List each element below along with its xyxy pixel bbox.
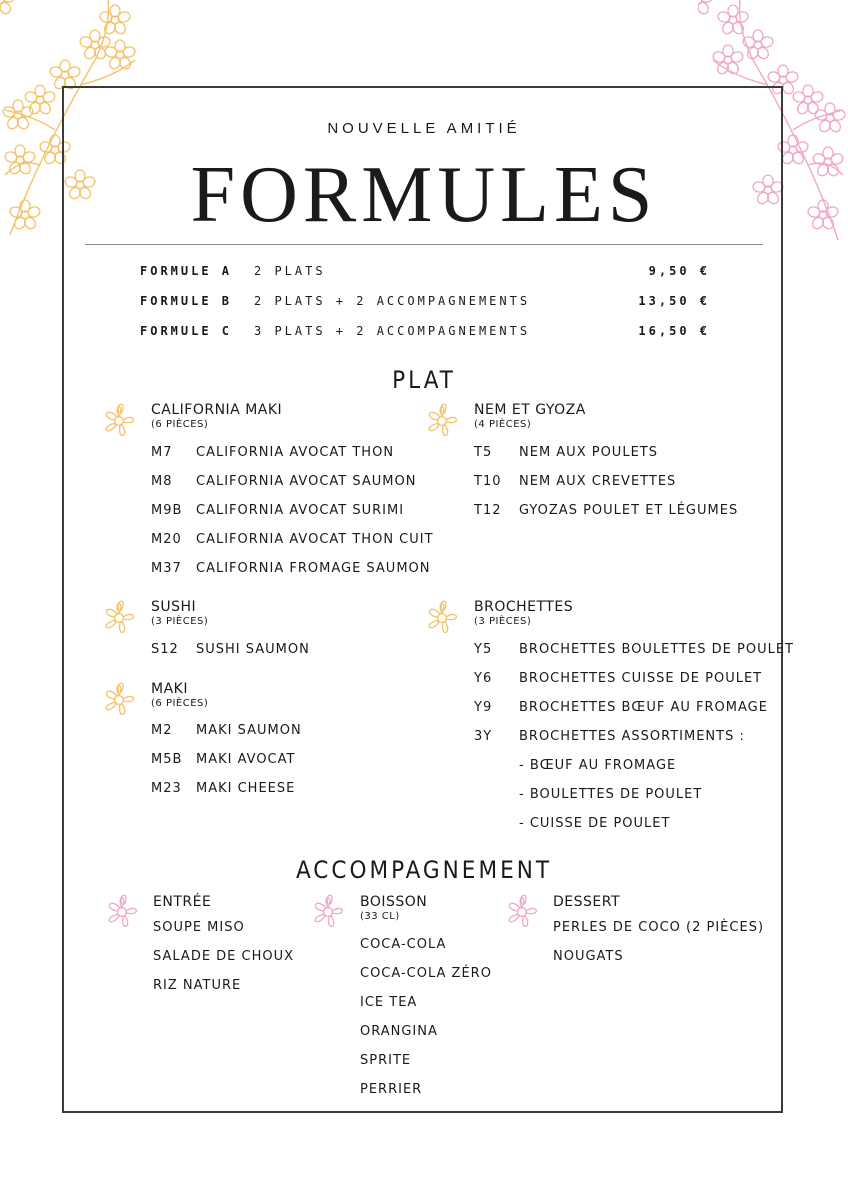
formule-row <box>140 324 710 342</box>
item-label: CALIFORNIA AVOCAT SURIMI <box>196 503 405 518</box>
category-name: SUSHI <box>151 599 197 615</box>
item-code: Y6 <box>474 671 493 686</box>
formule-desc: 2 PLATS <box>254 264 326 278</box>
formule-name: FORMULE B <box>140 294 233 308</box>
category-boisson <box>360 893 427 923</box>
category-nem-gyoza <box>474 401 586 431</box>
item-code: T12 <box>474 503 502 518</box>
item-code: Y9 <box>474 700 493 715</box>
menu-item: RIZ NATURE <box>153 978 242 993</box>
section-title-plat: PLAT <box>392 366 456 394</box>
menu-item: SPRITE <box>360 1053 412 1068</box>
menu-item: SOUPE MISO <box>153 920 245 935</box>
flower-icon <box>500 890 544 934</box>
item-code: M7 <box>151 445 173 460</box>
menu-item: COCA-COLA <box>360 937 447 952</box>
item-label: BROCHETTES ASSORTIMENTS : <box>519 729 745 744</box>
menu-item: ORANGINA <box>360 1024 438 1039</box>
category-name: DESSERT <box>553 894 621 910</box>
menu-item: PERRIER <box>360 1082 423 1097</box>
formule-name: FORMULE C <box>140 324 233 338</box>
formule-price: 9,50 € <box>648 264 710 278</box>
restaurant-name: NOUVELLE AMITIÉ <box>327 120 521 137</box>
item-code: M8 <box>151 474 173 489</box>
formule-price: 16,50 € <box>638 324 710 338</box>
title-divider <box>85 244 763 245</box>
menu-item: COCA-COLA ZÉRO <box>360 966 492 981</box>
item-code: Y5 <box>474 642 493 657</box>
category-note: (33 CL) <box>360 911 400 922</box>
formule-desc: 3 PLATS + 2 ACCOMPAGNEMENTS <box>254 324 531 338</box>
item-code: M23 <box>151 781 182 796</box>
formule-name: FORMULE A <box>140 264 233 278</box>
category-note: (6 PIÈCES) <box>151 698 209 709</box>
category-maki <box>151 680 208 710</box>
category-note: (4 PIÈCES) <box>474 419 532 430</box>
flower-icon <box>100 890 144 934</box>
flower-icon <box>420 596 464 640</box>
page-title: FORMULES <box>190 151 658 239</box>
menu-subitem: - BŒUF AU FROMAGE <box>519 758 677 773</box>
item-label: CALIFORNIA AVOCAT THON CUIT <box>196 532 434 547</box>
category-note: (6 PIÈCES) <box>151 419 209 430</box>
item-label: MAKI CHEESE <box>196 781 296 796</box>
formule-row <box>140 294 710 312</box>
flower-icon <box>97 399 141 443</box>
flower-icon <box>306 890 350 934</box>
category-name: BROCHETTES <box>474 599 574 615</box>
menu-subitem: - BOULETTES DE POULET <box>519 787 703 802</box>
flower-icon <box>420 399 464 443</box>
item-label: NEM AUX POULETS <box>519 445 658 460</box>
item-label: MAKI AVOCAT <box>196 752 296 767</box>
item-label: CALIFORNIA FROMAGE SAUMON <box>196 561 431 576</box>
menu-item: NOUGATS <box>553 949 624 964</box>
item-code: M37 <box>151 561 182 576</box>
category-name: BOISSON <box>360 894 428 910</box>
item-code: 3Y <box>474 729 493 744</box>
item-label: BROCHETTES BŒUF AU FROMAGE <box>519 700 768 715</box>
item-code: M20 <box>151 532 182 547</box>
section-title-accompagnement: ACCOMPAGNEMENT <box>295 856 553 884</box>
item-label: SUSHI SAUMON <box>196 642 310 657</box>
item-code: M9B <box>151 503 183 518</box>
category-california-maki <box>151 401 282 431</box>
category-name: CALIFORNIA MAKI <box>151 402 283 418</box>
formule-desc: 2 PLATS + 2 ACCOMPAGNEMENTS <box>254 294 531 308</box>
item-label: BROCHETTES BOULETTES DE POULET <box>519 642 794 657</box>
item-code: T5 <box>474 445 493 460</box>
item-code: M5B <box>151 752 183 767</box>
item-label: CALIFORNIA AVOCAT SAUMON <box>196 474 417 489</box>
menu-item: ICE TEA <box>360 995 418 1010</box>
category-entree <box>153 893 211 911</box>
menu-item: PERLES DE COCO (2 PIÈCES) <box>553 920 765 935</box>
category-name: NEM ET GYOZA <box>474 402 586 418</box>
formule-row <box>140 264 710 282</box>
item-label: BROCHETTES CUISSE DE POULET <box>519 671 763 686</box>
flower-icon <box>97 596 141 640</box>
category-sushi <box>151 598 208 628</box>
item-label: GYOZAS POULET ET LÉGUMES <box>519 503 739 518</box>
item-code: M2 <box>151 723 173 738</box>
formule-price: 13,50 € <box>638 294 710 308</box>
category-name: MAKI <box>151 681 188 697</box>
item-label: CALIFORNIA AVOCAT THON <box>196 445 395 460</box>
item-code: S12 <box>151 642 179 657</box>
item-label: MAKI SAUMON <box>196 723 302 738</box>
category-note: (3 PIÈCES) <box>151 616 209 627</box>
menu-item: SALADE DE CHOUX <box>153 949 295 964</box>
category-brochettes <box>474 598 573 628</box>
flower-icon <box>97 678 141 722</box>
category-dessert <box>553 893 620 911</box>
item-label: NEM AUX CREVETTES <box>519 474 677 489</box>
category-note: (3 PIÈCES) <box>474 616 532 627</box>
category-name: ENTRÉE <box>153 894 212 910</box>
menu-subitem: - CUISSE DE POULET <box>519 816 671 831</box>
item-code: T10 <box>474 474 502 489</box>
